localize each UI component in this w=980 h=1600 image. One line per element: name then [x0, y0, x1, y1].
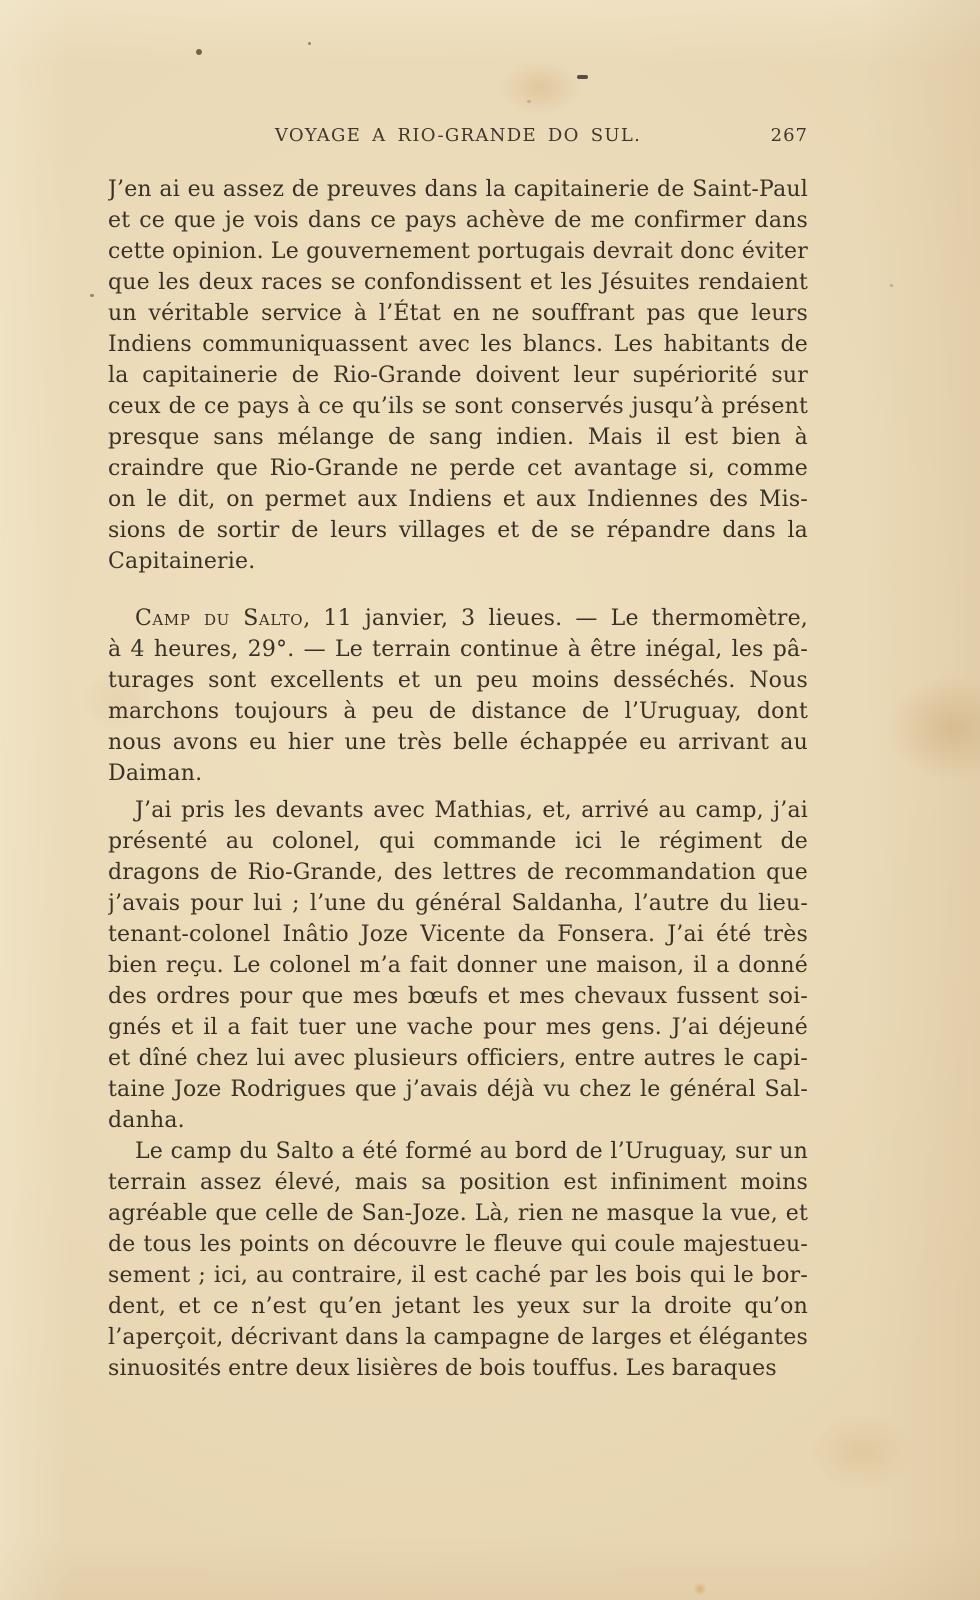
- text-line: agréable que celle de San-Joze. Là, rien ne masque la vue, et: [108, 1201, 808, 1226]
- text-line: Le camp du Salto a été formé au bord de l’Uruguay, sur un: [135, 1139, 808, 1164]
- text-line: sions de sortir de leurs villages et de se répandre dans la: [108, 518, 808, 543]
- paragraph-3: [108, 795, 808, 1136]
- text-line: terrain assez élevé, mais sa position est infiniment moins: [108, 1170, 808, 1195]
- text-line: Daiman.: [108, 761, 203, 786]
- text-line: on le dit, on permet aux Indiens et aux Indiennes des Mis-: [108, 487, 808, 512]
- paragraph-4: [108, 1136, 808, 1384]
- text-line: nous avons eu hier une très belle échappée eu arrivant au: [108, 730, 808, 755]
- paragraph-2-continuation: [108, 634, 808, 789]
- text-line: marchons toujours à peu de distance de l’Uruguay, dont: [108, 699, 808, 724]
- paragraph-1: [108, 174, 808, 577]
- foxing-speck: [308, 42, 311, 45]
- text-line: de tous les points on découvre le fleuve qui coule majestueu-: [108, 1232, 808, 1257]
- text-line: présenté au colonel, qui commande ici le régiment de: [108, 829, 808, 854]
- running-header: [108, 126, 808, 146]
- text-line: sement ; ici, au contraire, il est caché par les bois qui le bor-: [108, 1263, 808, 1288]
- text-line: des ordres pour que mes bœufs et mes chevaux fussent soi-: [108, 984, 808, 1009]
- text-line: bien reçu. Le colonel m’a fait donner une maison, il a donné: [108, 953, 808, 978]
- text-line: et ce que je vois dans ce pays achève de me confirmer dans: [108, 208, 808, 233]
- dateline-rest: , 11 janvier, 3 lieues. — Le thermomètre,: [303, 606, 808, 631]
- text-line: cette opinion. Le gouvernement portugais devrait donc éviter: [108, 239, 808, 264]
- text-line: presque sans mélange de sang indien. Mais il est bien à: [108, 425, 808, 450]
- foxing-speck: [527, 100, 531, 103]
- text-line: et dîné chez lui avec plusieurs officiers, entre autres le capi-: [108, 1046, 808, 1071]
- text-line: J’en ai eu assez de preuves dans la capitainerie de Saint-Paul: [108, 177, 808, 202]
- text-line: turages sont excellents et un peu moins desséchés. Nous: [108, 668, 808, 693]
- ink-speck: [90, 294, 94, 297]
- text-line: gnés et il a fait tuer une vache pour mes gens. J’ai déjeuné: [108, 1015, 808, 1040]
- text-line: Indiens communiquassent avec les blancs. Les habitants de: [108, 332, 808, 357]
- text-line: taine Joze Rodrigues que j’avais déjà vu chez le général Sal-: [108, 1077, 808, 1102]
- text-line: J’ai pris les devants avec Mathias, et, arrivé au camp, j’ai: [135, 798, 808, 823]
- text-line: dent, et ce n’est qu’en jetant les yeux sur la droite qu’on: [108, 1294, 808, 1319]
- text-block: [108, 126, 808, 1384]
- foxing-speck: [890, 284, 893, 287]
- text-line: tenant-colonel Inâtio Joze Vicente da Fonsera. J’ai été très: [108, 922, 808, 947]
- text-line: dragons de Rio-Grande, des lettres de recommandation que: [108, 860, 808, 885]
- text-line: un véritable service à l’État en ne souffrant pas que leurs: [108, 301, 808, 326]
- text-line: à 4 heures, 29°. — Le terrain continue à être inégal, les pâ-: [108, 637, 808, 662]
- text-line: l’aperçoit, décrivant dans la campagne de larges et élégantes: [108, 1325, 808, 1350]
- running-title: VOYAGE A RIO-GRANDE DO SUL.: [274, 125, 642, 146]
- text-line: Capitainerie.: [108, 549, 256, 574]
- text-line: craindre que Rio-Grande ne perde cet avantage si, comme: [108, 456, 808, 481]
- dateline-smallcaps: Camp du Salto: [135, 606, 304, 631]
- paragraph-2-dateline: [108, 603, 808, 789]
- text-line: j’avais pour lui ; l’une du général Saldanha, l’autre du lieu-: [108, 891, 808, 916]
- text-line: [108, 603, 808, 634]
- text-line: ceux de ce pays à ce qu’ils se sont conservés jusqu’à présent: [108, 394, 808, 419]
- text-line: danha.: [108, 1108, 185, 1133]
- text-line: sinuosités entre deux lisières de bois touffus. Les baraques: [108, 1356, 777, 1381]
- foxing-speck: [196, 49, 202, 55]
- page-body: [108, 174, 808, 1384]
- text-line: la capitainerie de Rio-Grande doivent leur supériorité sur: [108, 363, 808, 388]
- page-number: 267: [770, 125, 808, 146]
- printers-dash-mark: [577, 75, 588, 79]
- text-line: que les deux races se confondissent et les Jésuites rendaient: [108, 270, 808, 295]
